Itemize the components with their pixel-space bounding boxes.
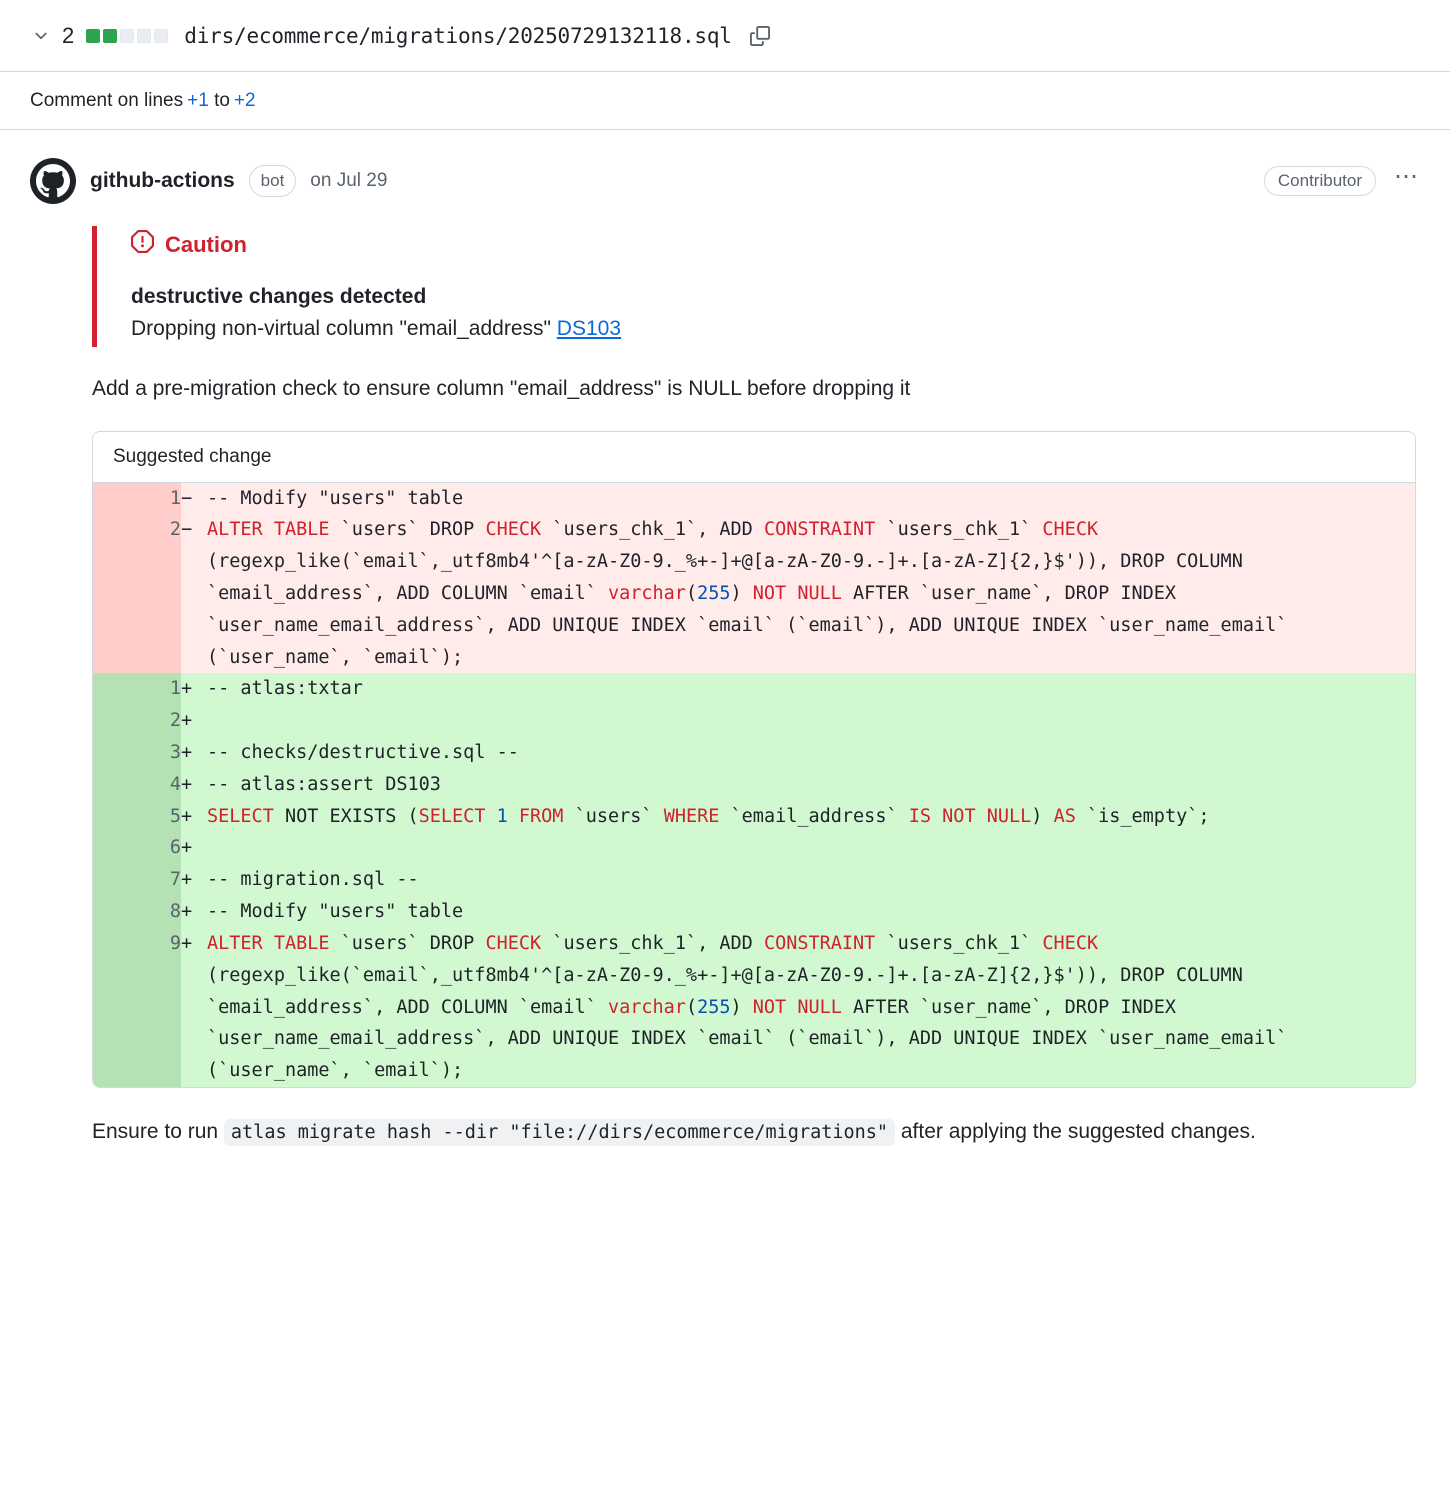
caution-icon — [131, 230, 154, 259]
footer-paragraph — [92, 1114, 1416, 1151]
comment-on-lines-bar — [0, 72, 1450, 130]
diff-code-line: SELECT NOT EXISTS (SELECT 1 FROM `users` WHERE `email_address` IS NOT NULL) AS `is_empty`; — [207, 801, 1415, 833]
diff-code-line: -- checks/destructive.sql -- — [207, 737, 1415, 769]
diff-marker: − — [181, 483, 207, 515]
comment-timestamp[interactable]: on Jul 29 — [310, 170, 388, 191]
alert-description — [131, 317, 1416, 341]
line-link-to[interactable]: +2 — [233, 89, 256, 111]
comment-author[interactable]: github-actions — [90, 169, 235, 192]
ds103-link[interactable]: DS103 — [556, 317, 622, 340]
comment-header — [30, 158, 1420, 204]
alert-description-text: Dropping non-virtual column "email_address" — [131, 317, 557, 340]
diff-line-number: 7 — [93, 864, 181, 896]
suggested-change-block — [92, 431, 1416, 1088]
file-path[interactable]: dirs/ecommerce/migrations/20250729132118.sql — [184, 23, 732, 48]
diff-row — [93, 896, 1415, 928]
diff-marker: + — [181, 832, 207, 864]
diff-line-number: 5 — [93, 801, 181, 833]
diff-marker: + — [181, 769, 207, 801]
diff-marker: + — [181, 673, 207, 705]
footer-text-after: after applying the suggested changes. — [895, 1119, 1256, 1143]
diff-code-line: ALTER TABLE `users` DROP CHECK `users_chk_1`, ADD CONSTRAINT `users_chk_1` CHECK (regexp_like(`email`,_utf8mb4'^[a-zA-Z0-9._%+-]+@[a-zA-Z0-9.-]+.[a-zA-Z]{2,}$')), DROP COLUMN `email_address`, ADD COLUMN `email` varchar(255) NOT NULL AFTER `user_name`, DROP INDEX `user_name_email_address`, ADD UNIQUE INDEX `email` (`email`), ADD UNIQUE INDEX `user_name_email` (`user_name`, `email`); — [207, 514, 1415, 673]
diff-marker: + — [181, 864, 207, 896]
diff-code-line — [207, 705, 1415, 737]
diff-row — [93, 483, 1415, 515]
diff-row — [93, 801, 1415, 833]
comment-on-lines-to-word: to — [214, 89, 230, 111]
diff-line-number: 2 — [93, 514, 181, 673]
diff-line-number: 8 — [93, 896, 181, 928]
diff-code-line: -- Modify "users" table — [207, 896, 1415, 928]
comment-body — [30, 226, 1420, 1151]
diff-marker: + — [181, 737, 207, 769]
file-header — [0, 0, 1450, 72]
footer-text-before: Ensure to run — [92, 1119, 224, 1143]
copy-icon[interactable] — [750, 26, 770, 46]
diff-row — [93, 705, 1415, 737]
alert-title: Caution — [165, 231, 247, 257]
status-badge: Contributor — [1264, 166, 1376, 196]
diff-code-line: -- migration.sql -- — [207, 864, 1415, 896]
suggested-change-header: Suggested change — [93, 432, 1415, 483]
diff-line-number: 1 — [93, 483, 181, 515]
diff-code-line: -- Modify "users" table — [207, 483, 1415, 515]
intro-paragraph: Add a pre-migration check to ensure column "email_address" is NULL before dropping it — [92, 377, 911, 400]
diff-line-number: 1 — [93, 673, 181, 705]
diff-marker: − — [181, 514, 207, 673]
line-link-from[interactable]: +1 — [187, 89, 209, 111]
caution-alert — [92, 226, 1416, 347]
diff-table — [93, 483, 1415, 1087]
comment-header-actions — [1264, 165, 1420, 197]
diff-line-number: 4 — [93, 769, 181, 801]
diff-code-line: ALTER TABLE `users` DROP CHECK `users_chk_1`, ADD CONSTRAINT `users_chk_1` CHECK (regexp_like(`email`,_utf8mb4'^[a-zA-Z0-9._%+-]+@[a-zA-Z0-9.-]+.[a-zA-Z]{2,}$')), DROP COLUMN `email_address`, ADD COLUMN `email` varchar(255) NOT NULL AFTER `user_name`, DROP INDEX `user_name_email_address`, ADD UNIQUE INDEX `email` (`email`), ADD UNIQUE INDEX `user_name_email` (`user_name`, `email`); — [207, 928, 1415, 1087]
alert-heading: destructive changes detected — [131, 285, 427, 308]
diff-line-number: 3 — [93, 737, 181, 769]
inline-command: atlas migrate hash --dir "file://dirs/ecommerce/migrations" — [224, 1119, 895, 1146]
bot-badge: bot — [249, 165, 297, 197]
diff-row — [93, 737, 1415, 769]
diff-marker: + — [181, 801, 207, 833]
diff-row — [93, 928, 1415, 1087]
diff-row — [93, 832, 1415, 864]
diff-row — [93, 769, 1415, 801]
diff-marker: + — [181, 896, 207, 928]
overflow-menu-icon[interactable]: ⋯ — [1394, 163, 1420, 190]
diff-marker: + — [181, 928, 207, 1087]
chevron-down-icon[interactable] — [30, 25, 52, 47]
diff-line-number: 6 — [93, 832, 181, 864]
diff-code-line: -- atlas:assert DS103 — [207, 769, 1415, 801]
diff-line-number: 2 — [93, 705, 181, 737]
diffstat — [86, 29, 168, 43]
comment-on-lines-label: Comment on lines — [30, 89, 184, 111]
diff-row — [93, 864, 1415, 896]
diff-row — [93, 673, 1415, 705]
diff-row — [93, 514, 1415, 673]
comment-container — [0, 130, 1450, 1181]
diff-marker: + — [181, 705, 207, 737]
alert-title-row — [131, 230, 1416, 259]
diff-code-line — [207, 832, 1415, 864]
diff-code-line: -- atlas:txtar — [207, 673, 1415, 705]
avatar[interactable] — [30, 158, 76, 204]
changed-lines-count: 2 — [62, 22, 75, 48]
diff-line-number: 9 — [93, 928, 181, 1087]
